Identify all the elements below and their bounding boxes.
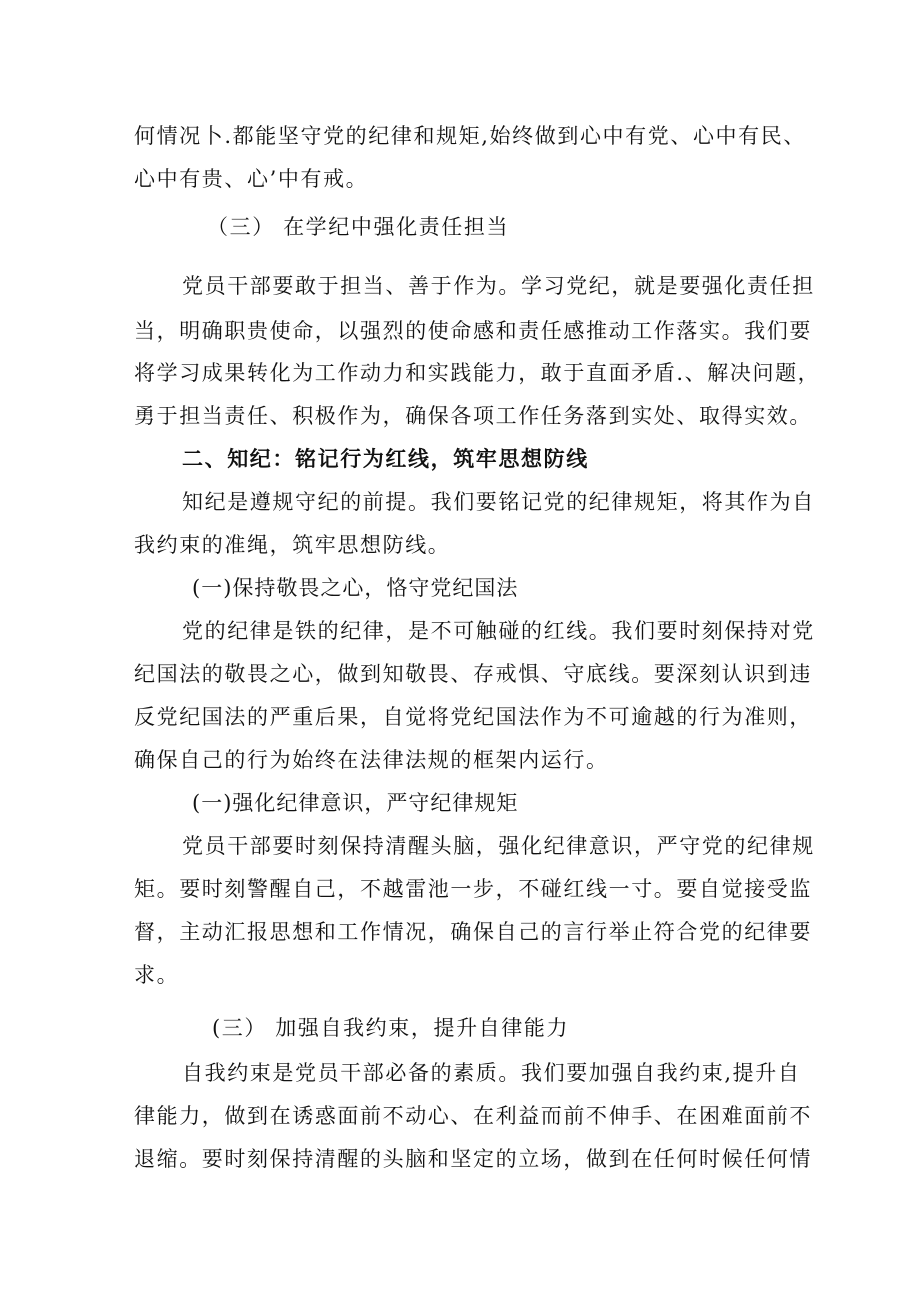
sec3-para-line-3: 将学习成果转化为工作动力和实践能力，敢于直面矛盾.、解决问题， xyxy=(134,361,821,385)
continuation-line-1: 何情况卜.都能坚守党的纪律和规矩,始终做到心中有党、心中有民、 xyxy=(134,124,806,148)
sub2-para-line-4: 求。 xyxy=(134,963,180,987)
subsection-heading-1: (一)保持敬畏之心，恪守党纪国法 xyxy=(192,576,519,600)
section-heading-3: （三） 在学纪中强化责任担当 xyxy=(207,215,510,239)
sub3-para-line-3: 退缩。要时刻保持清醒的头脑和坚定的立场，做到在任何时候任何情 xyxy=(134,1147,812,1171)
sub1-para-line-3: 反党纪国法的严重后果，自觉将党纪国法作为不可逾越的行为准则， xyxy=(134,705,812,729)
sub3-para-line-1: 自我约束是党员干部必备的素质。我们要加强自我约束,提升自 xyxy=(182,1061,801,1085)
sub2-para-line-2: 矩。要时刻警醒自己，不越雷池一步，不碰红线一寸。要自觉接受监 xyxy=(134,877,812,901)
sec3-para-line-2: 当，明确职贵使命，以强烈的使命感和责任感推动工作落实。我们要 xyxy=(134,319,812,343)
subsection-heading-2: (一)强化纪律意识，严守纪律规矩 xyxy=(192,791,519,815)
sub1-para-line-4: 确保自己的行为始终在法律法规的框架内运行。 xyxy=(134,748,609,772)
part2-intro-line-1: 知纪是遵规守纪的前提。我们要铭记党的纪律规矩，将其作为自 xyxy=(182,490,815,514)
sub1-para-line-2: 纪国法的敬畏之心，做到知敬畏、存戒惧、守底线。要深刻认识到违 xyxy=(134,662,812,686)
sub2-para-line-3: 督，主动汇报思想和工作情况，确保自己的言行举止符合党的纪律要 xyxy=(134,920,812,944)
sec3-para-line-1: 党员干部要敢于担当、善于作为。学习党纪，就是要强化责任担 xyxy=(182,274,815,298)
part-two-heading: 二、知纪：铭记行为红线，筑牢思想防线 xyxy=(182,447,589,471)
part2-intro-line-2: 我约束的准绳，筑牢思想防线。 xyxy=(134,533,451,557)
subsection-heading-3: (三） 加强自我约束，提升自律能力 xyxy=(212,1016,570,1040)
sub2-para-line-1: 党员干部要时刻保持清醒头脑，强化纪律意识，严守党的纪律规 xyxy=(182,834,815,858)
sub1-para-line-1: 党的纪律是铁的纪律，是不可触碰的红线。我们要时刻保持对党 xyxy=(182,619,815,643)
continuation-line-2: 心中有贵、心’中有戒。 xyxy=(134,167,369,191)
sub3-para-line-2: 律能力，做到在诱惑面前不动心、在利益而前不伸手、在困难面前不 xyxy=(134,1104,812,1128)
sec3-para-line-4: 勇于担当责任、积极作为，确保各项工作任务落到实处、取得实效。 xyxy=(134,404,812,428)
